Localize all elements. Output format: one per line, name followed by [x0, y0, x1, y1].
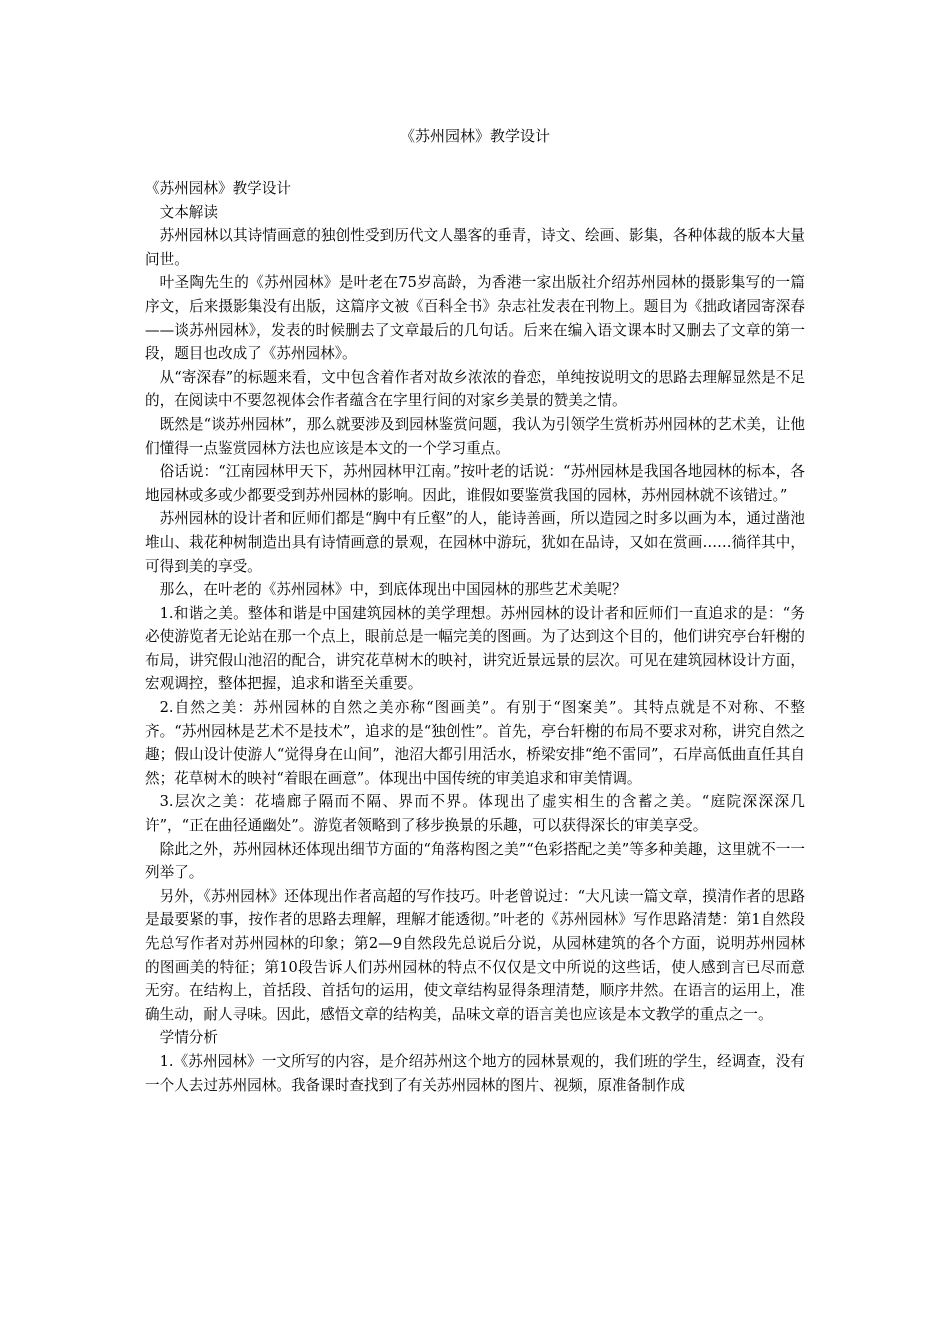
list-item-layers: 3.层次之美：花墙廊子隔而不隔、界而不界。体现出了虚实相生的含蓄之美。“庭院深深深几许”，“正在曲径通幽处”。游览者领略到了移步换景的乐趣，可以获得深长的审美享受。	[145, 793, 805, 835]
body-paragraph: 从“寄深春”的标题来看，文中包含着作者对故乡浓浓的眷恋，单纯按说明文的思路去理解显然是不足的，在阅读中不要忽视体会作者蕴含在字里行间的对家乡美景的赞美之情。	[145, 368, 805, 410]
body-paragraph: 俗话说：“江南园林甲天下，苏州园林甲江南。”按叶老的话说：“苏州园林是我国各地园林的标本，各地园林或多或少都要受到苏州园林的影响。因此，谁假如要鉴赏我国的园林，苏州园林就不该错过。”	[145, 463, 805, 504]
body-paragraph: 那么，在叶老的《苏州园林》中，到底体现出中国园林的那些艺术美呢？	[159, 581, 627, 599]
body-paragraph: 另外，《苏州园林》还体现出作者高超的写作技巧。叶老曾说过：“大凡读一篇文章，摸清作者的思路是最要紧的事，按作者的思路去理解，理解才能透彻。”叶老的《苏州园林》写作思路清楚：第1自然段先总写作者对苏州园林的印象；第2—9自然段先总说后分说，从园林建筑的各个方面，说明苏州园林的图画美的特征；第10段告诉人们苏州园林的特点不仅仅是文中所说的这些话，使人感到言已尽而意无穷。在结构上，首括段、首括句的运用，使文章结构显得条理清楚，顺序井然。在语言的运用上，准确生动，耐人寻味。因此，感悟文章的结构美，品味文章的语言美也应该是本文教学的重点之一。	[145, 887, 805, 1023]
subtitle-paragraph: 《苏州园林》教学设计	[145, 180, 291, 197]
body-paragraph: 1.《苏州园林》一文所写的内容，是介绍苏州这个地方的园林景观的，我们班的学生，经调查，没有一个人去过苏州园林。我备课时查找到了有关苏州园林的图片、视频，原准备制作成	[145, 1052, 805, 1094]
body-paragraph: 既然是“谈苏州园林”，那么就要涉及到园林鉴赏问题，我认为引领学生赏析苏州园林的艺术美，让他们懂得一点鉴赏园林方法也应该是本文的一个学习重点。	[145, 415, 805, 457]
section-heading-student-analysis: 学情分析	[159, 1029, 218, 1047]
list-item-harmony: 1.和谐之美。整体和谐是中国建筑园林的美学理想。苏州园林的设计者和匠师们一直追求的是：“务必使游览者无论站在那一个点上，眼前总是一幅完美的图画。为了达到这个目的，他们讲究亭台轩榭的布局，讲究假山池沼的配合，讲究花草树木的映衬，讲究近景远景的层次。可见在建筑园林设计方面，宏观调控，整体把握，追求和谐至关重要。	[145, 604, 805, 693]
list-item-nature: 2.自然之美：苏州园林的自然之美亦称“图画美”。有别于“图案美”。其特点就是不对称、不整齐。“苏州园林是艺术不是技术”，追求的是“独创性”。首先，亭台轩榭的布局不要求对称，讲究自然之趣；假山设计使游人“觉得身在山间”，池沼大都引用活水，桥梁安排“绝不雷同”，石岸高低曲直任其自然；花草树木的映衬“着眼在画意”。体现出中国传统的审美追求和审美情调。	[145, 699, 805, 787]
body-paragraph: 苏州园林的设计者和匠师们都是“胸中有丘壑”的人，能诗善画，所以造园之时多以画为本，通过凿池堆山、栽花种树制造出具有诗情画意的景观，在园林中游玩，犹如在品诗，又如在赏画……徜徉其中，可得到美的享受。	[145, 510, 805, 575]
document-title: 《苏州园林》教学设计	[399, 127, 550, 145]
document-body	[145, 177, 805, 1097]
body-paragraph: 苏州园林以其诗情画意的独创性受到历代文人墨客的垂青，诗文、绘画、影集，各种体裁的版本大量问世。	[145, 227, 805, 268]
section-heading-text-reading: 文本解读	[159, 203, 218, 221]
body-paragraph: 叶圣陶先生的《苏州园林》是叶老在75岁高龄，为香港一家出版社介绍苏州园林的摄影集写的一篇序文，后来摄影集没有出版，这篇序文被《百科全书》杂志社发表在刊物上。题目为《拙政诸园寄深春——谈苏州园林》，发表的时候删去了文章最后的几句话。后来在编入语文课本时又删去了文章的第一段，题目也改成了《苏州园林》。	[145, 274, 805, 363]
body-paragraph: 除此之外，苏州园林还体现出细节方面的“角落构图之美”“色彩搭配之美”等多种美趣，这里就不一一列举了。	[145, 840, 805, 882]
